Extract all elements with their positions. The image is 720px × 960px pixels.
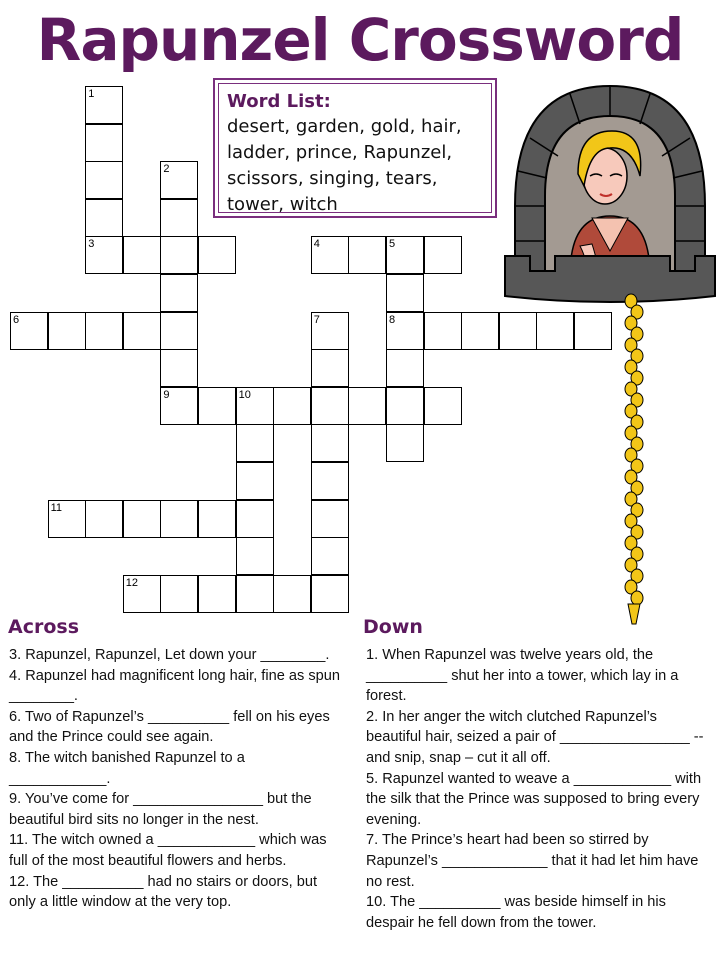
crossword-cell[interactable] [386, 387, 424, 425]
crossword-cell[interactable] [48, 312, 86, 350]
crossword-cell[interactable] [160, 236, 198, 274]
across-heading: Across [8, 616, 80, 638]
down-clues [366, 645, 712, 933]
clue-number: 8 [389, 313, 396, 326]
crossword-cell[interactable] [236, 424, 274, 462]
crossword-cell[interactable] [424, 387, 462, 425]
across-clue: 4. Rapunzel had magnificent long hair, fine as spun ________. [9, 667, 341, 705]
clue-number: 12 [125, 576, 139, 589]
clue-number: 6 [13, 313, 20, 326]
word-list-line: scissors, singing, tears, [227, 168, 438, 189]
crossword-cell[interactable] [386, 424, 424, 462]
across-clues [9, 645, 344, 913]
crossword-cell[interactable] [236, 462, 274, 500]
crossword-cell[interactable] [123, 236, 161, 274]
crossword-cell[interactable] [424, 312, 462, 350]
crossword-cell[interactable] [85, 236, 123, 274]
word-list-line: ladder, prince, Rapunzel, [227, 142, 453, 163]
crossword-cell[interactable] [85, 124, 123, 162]
crossword-cell[interactable] [348, 387, 386, 425]
across-clue: 11. The witch owned a ____________ which was full of the most beautiful flowers and herbs. [9, 832, 327, 869]
down-clue: 10. The __________ was beside himself in his despair he fell down from the tower. [366, 894, 666, 931]
crossword-cell[interactable] [160, 199, 198, 237]
across-clue: 8. The witch banished Rapunzel to a ____________. [9, 749, 245, 787]
crossword-cell[interactable] [123, 575, 161, 613]
crossword-cell[interactable] [311, 312, 349, 350]
hair-braid [625, 294, 643, 624]
clue-number: 2 [163, 163, 170, 176]
clue-number: 4 [313, 238, 320, 251]
crossword-cell[interactable] [386, 274, 424, 312]
crossword-cell[interactable] [85, 199, 123, 237]
crossword-cell[interactable] [236, 500, 274, 538]
crossword-cell[interactable] [85, 161, 123, 199]
crossword-cell[interactable] [198, 500, 236, 538]
clue-number: 1 [88, 88, 95, 100]
crossword-cell[interactable] [160, 312, 198, 350]
clue-number: 11 [50, 501, 63, 514]
crossword-cell[interactable] [386, 236, 424, 274]
crossword-cell[interactable] [311, 462, 349, 500]
page-title: Rapunzel Crossword [36, 6, 684, 74]
across-clue: 6. Two of Rapunzel’s __________ fell on his eyes and the Prince could see again. [9, 708, 330, 746]
across-clue: 3. Rapunzel, Rapunzel, Let down your ________. [9, 647, 330, 663]
crossword-cell[interactable] [311, 236, 349, 274]
crossword-cell[interactable] [461, 312, 499, 350]
crossword-cell[interactable] [160, 387, 198, 425]
braid-tip [628, 604, 640, 624]
word-list-line: tower, witch [227, 194, 338, 215]
crossword-cell[interactable] [236, 575, 274, 613]
crossword-cell[interactable] [160, 349, 198, 387]
crossword-cell[interactable] [160, 161, 198, 199]
word-list-title: Word List: [227, 91, 331, 112]
crossword-cell[interactable] [198, 387, 236, 425]
braid-segment [631, 591, 643, 605]
down-clue: 1. When Rapunzel was twelve years old, the __________ shut her into a tower, which lay in a forest. [366, 647, 679, 705]
crossword-cell[interactable] [311, 424, 349, 462]
crossword-cell[interactable] [160, 500, 198, 538]
crossword-cell[interactable] [198, 236, 236, 274]
crossword-cell[interactable] [236, 537, 274, 575]
crossword-cell[interactable] [311, 500, 349, 538]
clue-number: 5 [389, 238, 396, 251]
clue-number: 7 [313, 313, 320, 326]
crossword-cell[interactable] [424, 236, 462, 274]
crossword-cell[interactable] [311, 537, 349, 575]
crossword-cell[interactable] [123, 312, 161, 350]
crossword-cell[interactable] [236, 387, 274, 425]
word-list-line: desert, garden, gold, hair, [227, 116, 462, 137]
across-clue: 9. You’ve come for ________________ but the beautiful bird sits no longer in the nest. [9, 791, 312, 828]
crossword-cell[interactable] [311, 575, 349, 613]
rapunzel-tower-illustration [500, 76, 720, 636]
crossword-cell[interactable] [48, 500, 86, 538]
clue-number: 3 [88, 238, 95, 251]
down-heading: Down [363, 616, 423, 638]
crossword-cell[interactable] [85, 312, 123, 350]
crossword-cell[interactable] [160, 274, 198, 312]
crossword-cell[interactable] [348, 236, 386, 274]
across-clue: 12. The __________ had no stairs or doors, but only a little window at the very top. [9, 873, 318, 911]
clue-number: 9 [163, 388, 170, 401]
crossword-cell[interactable] [160, 575, 198, 613]
crossword-cell[interactable] [311, 349, 349, 387]
crossword-cell[interactable] [386, 349, 424, 387]
down-clue: 2. In her anger the witch clutched Rapunzel’s beautiful hair, seized a pair of ________________ -- and snip, snap – cut it all off. [366, 708, 704, 766]
crossword-cell[interactable] [85, 500, 123, 538]
crossword-cell[interactable] [123, 500, 161, 538]
crossword-cell[interactable] [273, 387, 311, 425]
down-clue: 5. Rapunzel wanted to weave a ____________ with the silk that the Prince was supposed to bring every evening. [366, 770, 702, 828]
crossword-cell[interactable] [386, 312, 424, 350]
crossword-cell[interactable] [198, 575, 236, 613]
crossword-cell[interactable] [273, 575, 311, 613]
crossword-cell[interactable] [10, 312, 48, 350]
clue-number: 10 [238, 388, 251, 401]
crossword-cell[interactable] [85, 86, 123, 124]
crossword-cell[interactable] [311, 387, 349, 425]
down-clue: 7. The Prince’s heart had been so stirred by Rapunzel’s _____________ that it had let him have no rest. [366, 832, 699, 890]
